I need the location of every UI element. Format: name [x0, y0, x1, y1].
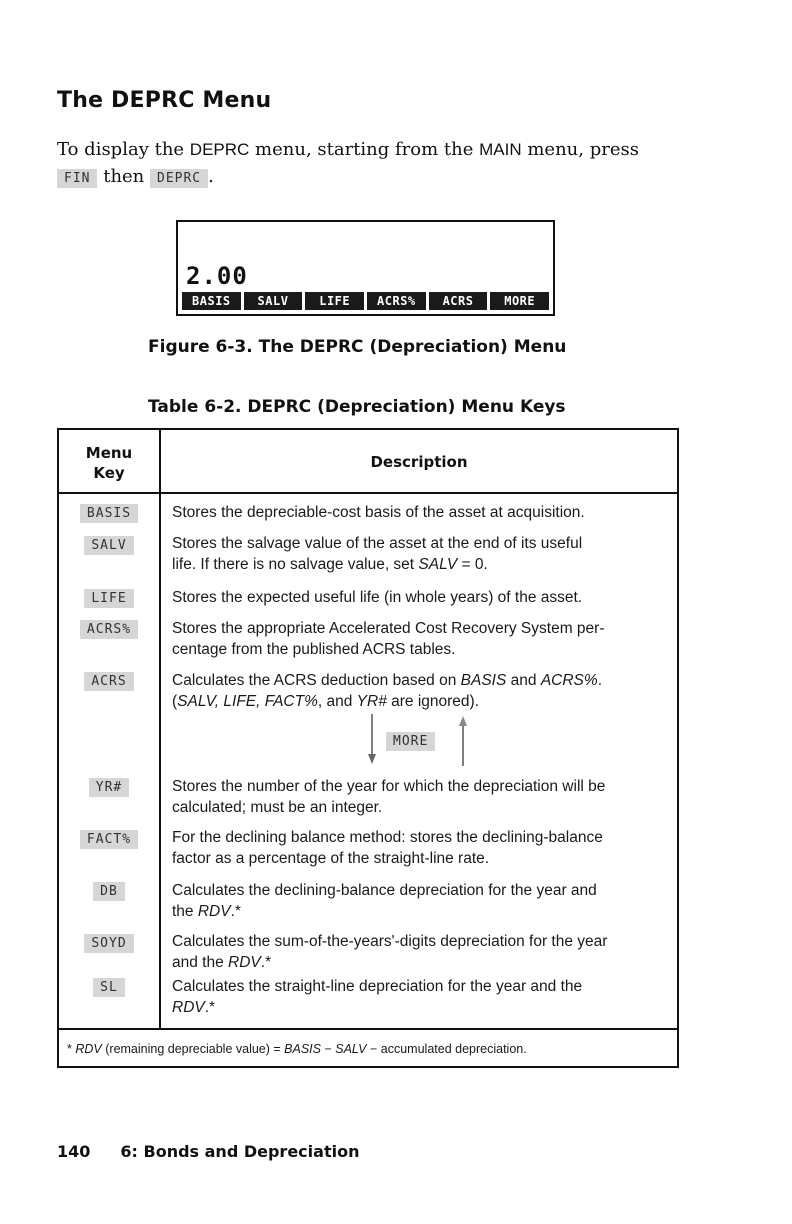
table-caption: Table 6-2. DEPRC (Depreciation) Menu Keys [148, 397, 566, 417]
table-row-desc [172, 776, 672, 818]
intro-text: then [97, 166, 150, 187]
display-menu-key: ACRS [429, 292, 488, 310]
desc-variable: RDV [172, 999, 205, 1016]
more-indicator [161, 714, 677, 772]
footnote-text: (remaining depreciable value) = [101, 1042, 285, 1056]
desc-variable: SALV, LIFE, FACT% [177, 693, 318, 710]
desc-text: Stores the salvage value of the asset at the end of its useful [172, 535, 583, 552]
chapter-title: 6: Bonds and Depreciation [120, 1142, 360, 1161]
table-row-key [59, 934, 159, 953]
intro-menu-name: DEPRC [189, 140, 250, 159]
desc-text: Stores the appropriate Accelerated Cost Recovery System per- [172, 620, 605, 637]
display-value: 2.00 [186, 262, 248, 290]
table-row-key [59, 778, 159, 797]
table-row-desc [172, 976, 672, 1018]
desc-text: and the [172, 954, 229, 971]
figure-caption: Figure 6-3. The DEPRC (Depreciation) Menu [148, 337, 567, 357]
table-row-key [59, 672, 159, 691]
yr-key: YR# [89, 778, 129, 797]
desc-text: ( [172, 693, 178, 710]
footnote-divider [59, 1028, 677, 1030]
db-key: DB [93, 882, 125, 901]
table-row-key [59, 620, 159, 639]
table-row-key [59, 504, 159, 523]
desc-text: Calculates the declining-balance depreciation for the year and [172, 882, 597, 899]
fin-key: FIN [57, 169, 97, 188]
desc-variable: ACRS% [540, 672, 598, 689]
desc-text: Calculates the sum-of-the-years'-digits depreciation for the year [172, 933, 608, 950]
header-divider [59, 492, 677, 494]
calculator-display [176, 220, 555, 316]
table-row-key [59, 882, 159, 901]
acrs-key: ACRS [84, 672, 133, 691]
desc-text: are ignored). [386, 693, 480, 710]
table-row-desc [172, 533, 672, 575]
display-menu-row [182, 292, 549, 310]
desc-text: Stores the depreciable-cost basis of the asset at acquisition. [172, 504, 585, 521]
sl-key: SL [93, 978, 125, 997]
acrs-percent-key: ACRS% [80, 620, 138, 639]
table-row-desc [172, 827, 672, 869]
display-menu-key: BASIS [182, 292, 241, 310]
intro-text: menu, starting from the [249, 139, 480, 160]
desc-text: centage from the published ACRS tables. [172, 641, 456, 658]
footnote-variable: BASIS [284, 1042, 321, 1056]
desc-variable: BASIS [460, 672, 507, 689]
table-row-key [59, 536, 159, 555]
footnote-variable: RDV [75, 1042, 102, 1056]
intro-main-name: MAIN [479, 140, 522, 159]
table-footnote [67, 1042, 527, 1056]
desc-text: life. If there is no salvage value, set [172, 556, 419, 573]
desc-text: For the declining balance method: stores the declining-balance [172, 829, 603, 846]
footnote-text: − accumulated depreciation. [366, 1042, 527, 1056]
soyd-key: SOYD [84, 934, 133, 953]
table-row-desc [172, 618, 672, 660]
desc-text: factor as a percentage of the straight-line rate. [172, 850, 490, 867]
header-key-line: Key [93, 464, 125, 482]
header-description: Description [370, 453, 468, 471]
footnote-variable: SALV [335, 1042, 367, 1056]
intro-paragraph [57, 136, 697, 190]
arrow-up-icon [457, 714, 469, 766]
table-row-key [59, 589, 159, 608]
desc-text: .* [230, 903, 241, 920]
basis-key: BASIS [80, 504, 138, 523]
desc-variable: YR# [356, 693, 387, 710]
desc-text: . [597, 672, 602, 689]
footnote-marker: * [67, 1042, 72, 1056]
desc-text: calculated; must be an integer. [172, 799, 383, 816]
display-menu-key: SALV [244, 292, 303, 310]
table-row-desc [172, 931, 672, 973]
desc-text: the [172, 903, 198, 920]
page-number: 140 [57, 1142, 91, 1161]
table-row-desc [172, 587, 672, 608]
desc-text: , and [317, 693, 357, 710]
footnote-text: − [321, 1042, 336, 1056]
arrow-down-icon [366, 714, 378, 766]
desc-text: Stores the expected useful life (in whole years) of the asset. [172, 589, 583, 606]
more-key: MORE [386, 732, 435, 751]
table-row-desc [172, 670, 672, 712]
display-menu-key: LIFE [305, 292, 364, 310]
display-menu-key: MORE [490, 292, 549, 310]
display-menu-key: ACRS% [367, 292, 426, 310]
salv-key: SALV [84, 536, 133, 555]
menu-keys-table [57, 428, 679, 1068]
intro-text: menu, press [521, 139, 639, 160]
desc-text: Calculates the straight-line depreciation for the year and the [172, 978, 583, 995]
table-row-desc [172, 880, 672, 922]
desc-variable: RDV [228, 954, 261, 971]
desc-text: = 0. [457, 556, 488, 573]
table-row-desc [172, 502, 672, 523]
intro-text: To display the [57, 139, 190, 160]
header-key-line: Menu [85, 444, 133, 462]
page-footer [57, 1142, 359, 1161]
intro-text: . [208, 166, 214, 187]
desc-text: Calculates the ACRS deduction based on [172, 672, 461, 689]
desc-variable: SALV [418, 556, 458, 573]
table-row-key [59, 978, 159, 997]
fact-percent-key: FACT% [80, 830, 138, 849]
deprc-key: DEPRC [150, 169, 208, 188]
desc-text: and [506, 672, 541, 689]
desc-text: .* [204, 999, 216, 1016]
section-heading: The DEPRC Menu [57, 88, 272, 113]
table-row-key [59, 830, 159, 849]
life-key: LIFE [84, 589, 133, 608]
desc-text: Stores the number of the year for which the depreciation will be [172, 778, 606, 795]
header-menu-key [59, 443, 159, 483]
desc-text: .* [260, 954, 272, 971]
desc-variable: RDV [197, 903, 231, 920]
